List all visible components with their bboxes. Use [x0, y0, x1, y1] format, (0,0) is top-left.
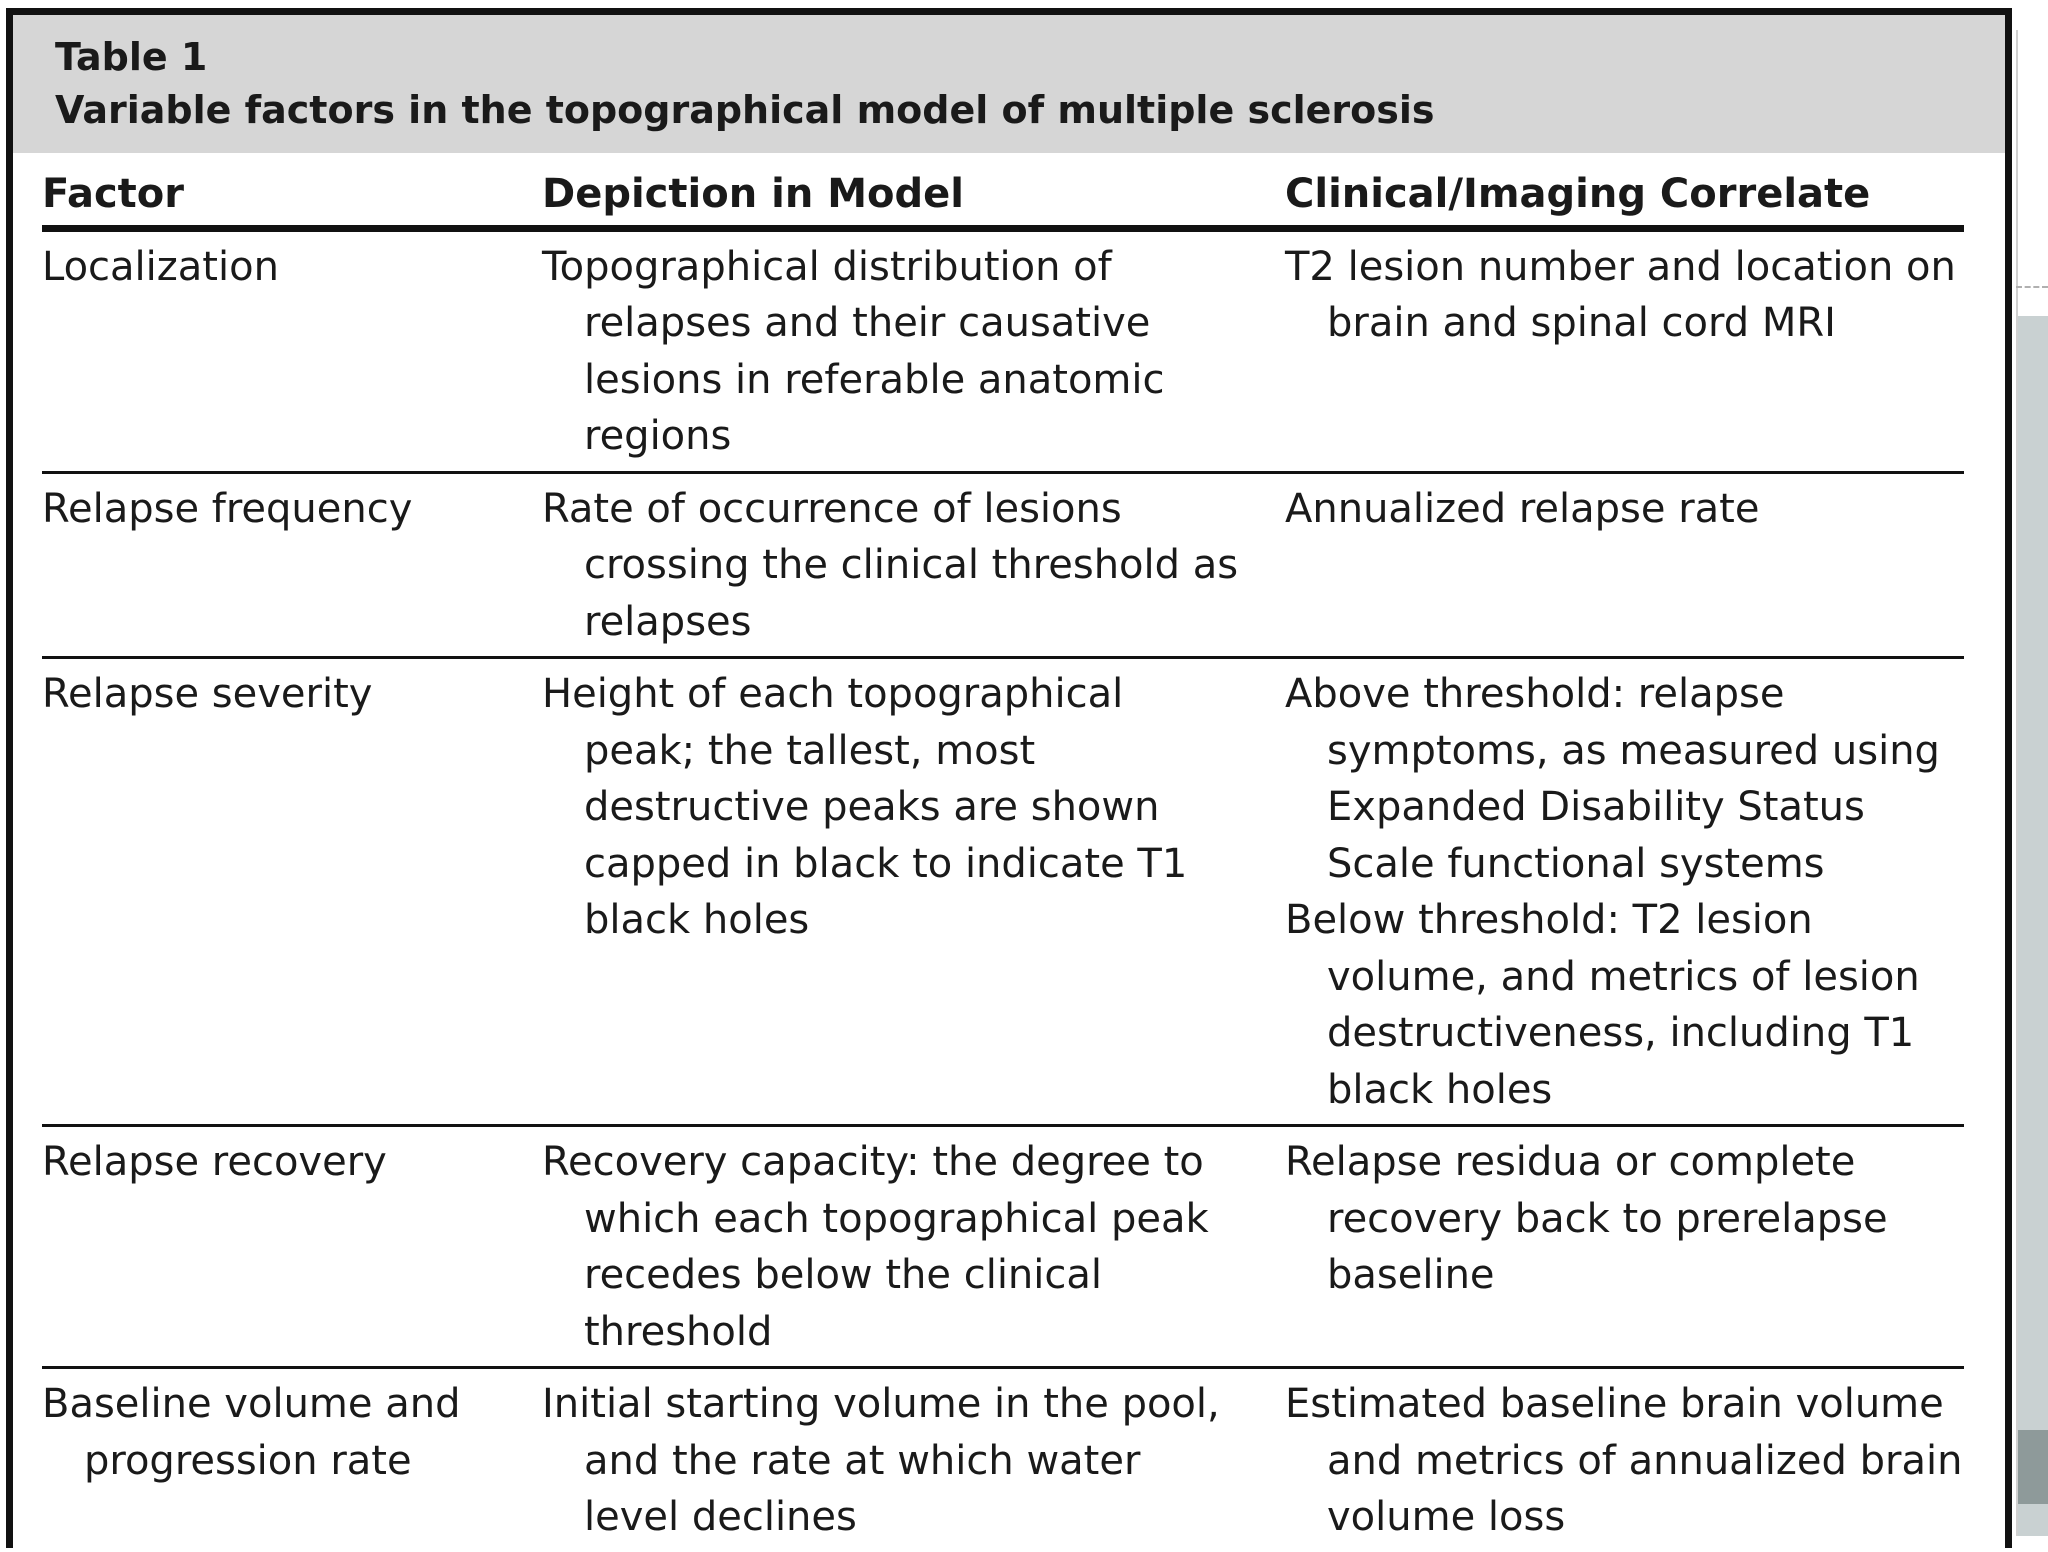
- cell-correlate: [1285, 481, 1964, 651]
- correlate-paragraph: T2 lesion number and location on brain and spinal cord MRI: [1285, 243, 1956, 346]
- scrollbar-track[interactable]: [2018, 316, 2048, 1536]
- cell-factor: Relapse severity: [42, 671, 373, 717]
- cell-correlate: [1285, 1376, 1964, 1546]
- cell-depiction: Rate of occurrence of lesions crossing the clinical threshold as relapses: [542, 485, 1239, 645]
- correlate-paragraph: Relapse residua or complete recovery back to prerelapse baseline: [1285, 1139, 1888, 1298]
- table-row: [42, 1127, 1964, 1369]
- table-caption: [13, 15, 2005, 153]
- table-row: [42, 474, 1964, 660]
- cell-depiction: Height of each topographical peak; the tallest, most destructive peaks are shown capped in black to indicate T1 black holes: [542, 671, 1188, 943]
- cell-factor: Baseline volume and progression rate: [42, 1381, 461, 1484]
- table-header-row: [42, 162, 1964, 232]
- header-correlate: Clinical/Imaging Correlate: [1285, 171, 1871, 217]
- cell-factor: Relapse frequency: [42, 485, 413, 532]
- table-title: Variable factors in the topographical model of multiple sclerosis: [55, 88, 1435, 132]
- cell-depiction: Recovery capacity: the degree to which each topographical peak recedes below the clinical threshold: [542, 1139, 1209, 1355]
- scrollbar-divider: [2016, 286, 2048, 288]
- table-row: [42, 659, 1964, 1127]
- header-factor: Factor: [42, 171, 185, 217]
- table-row: [42, 232, 1964, 474]
- correlate-paragraph: Above threshold: relapse symptoms, as measured using Expanded Disability Status Scale functional systems: [1285, 671, 1940, 887]
- cell-correlate: [1285, 666, 1964, 1118]
- correlate-paragraph: Annualized relapse rate: [1285, 485, 1760, 532]
- cell-depiction: Initial starting volume in the pool, and the rate at which water level declines: [542, 1381, 1220, 1540]
- cell-correlate: [1285, 239, 1964, 465]
- correlate-paragraph: Estimated baseline brain volume and metrics of annualized brain volume loss: [1285, 1381, 1963, 1540]
- cell-correlate: [1285, 1134, 1964, 1360]
- scrollbar-thumb[interactable]: [2018, 1430, 2048, 1504]
- cell-factor: Relapse recovery: [42, 1139, 387, 1185]
- cell-depiction: Topographical distribution of relapses and their causative lesions in referable anatomic regions: [542, 243, 1165, 459]
- data-table: [42, 162, 1964, 1552]
- table-row: [42, 1369, 1964, 1552]
- correlate-paragraph: Below threshold: T2 lesion volume, and metrics of lesion destructiveness, including T1 black holes: [1285, 897, 1920, 1113]
- header-depiction: Depiction in Model: [542, 171, 964, 217]
- table-label: Table 1: [55, 35, 208, 79]
- cell-factor: Localization: [42, 243, 279, 290]
